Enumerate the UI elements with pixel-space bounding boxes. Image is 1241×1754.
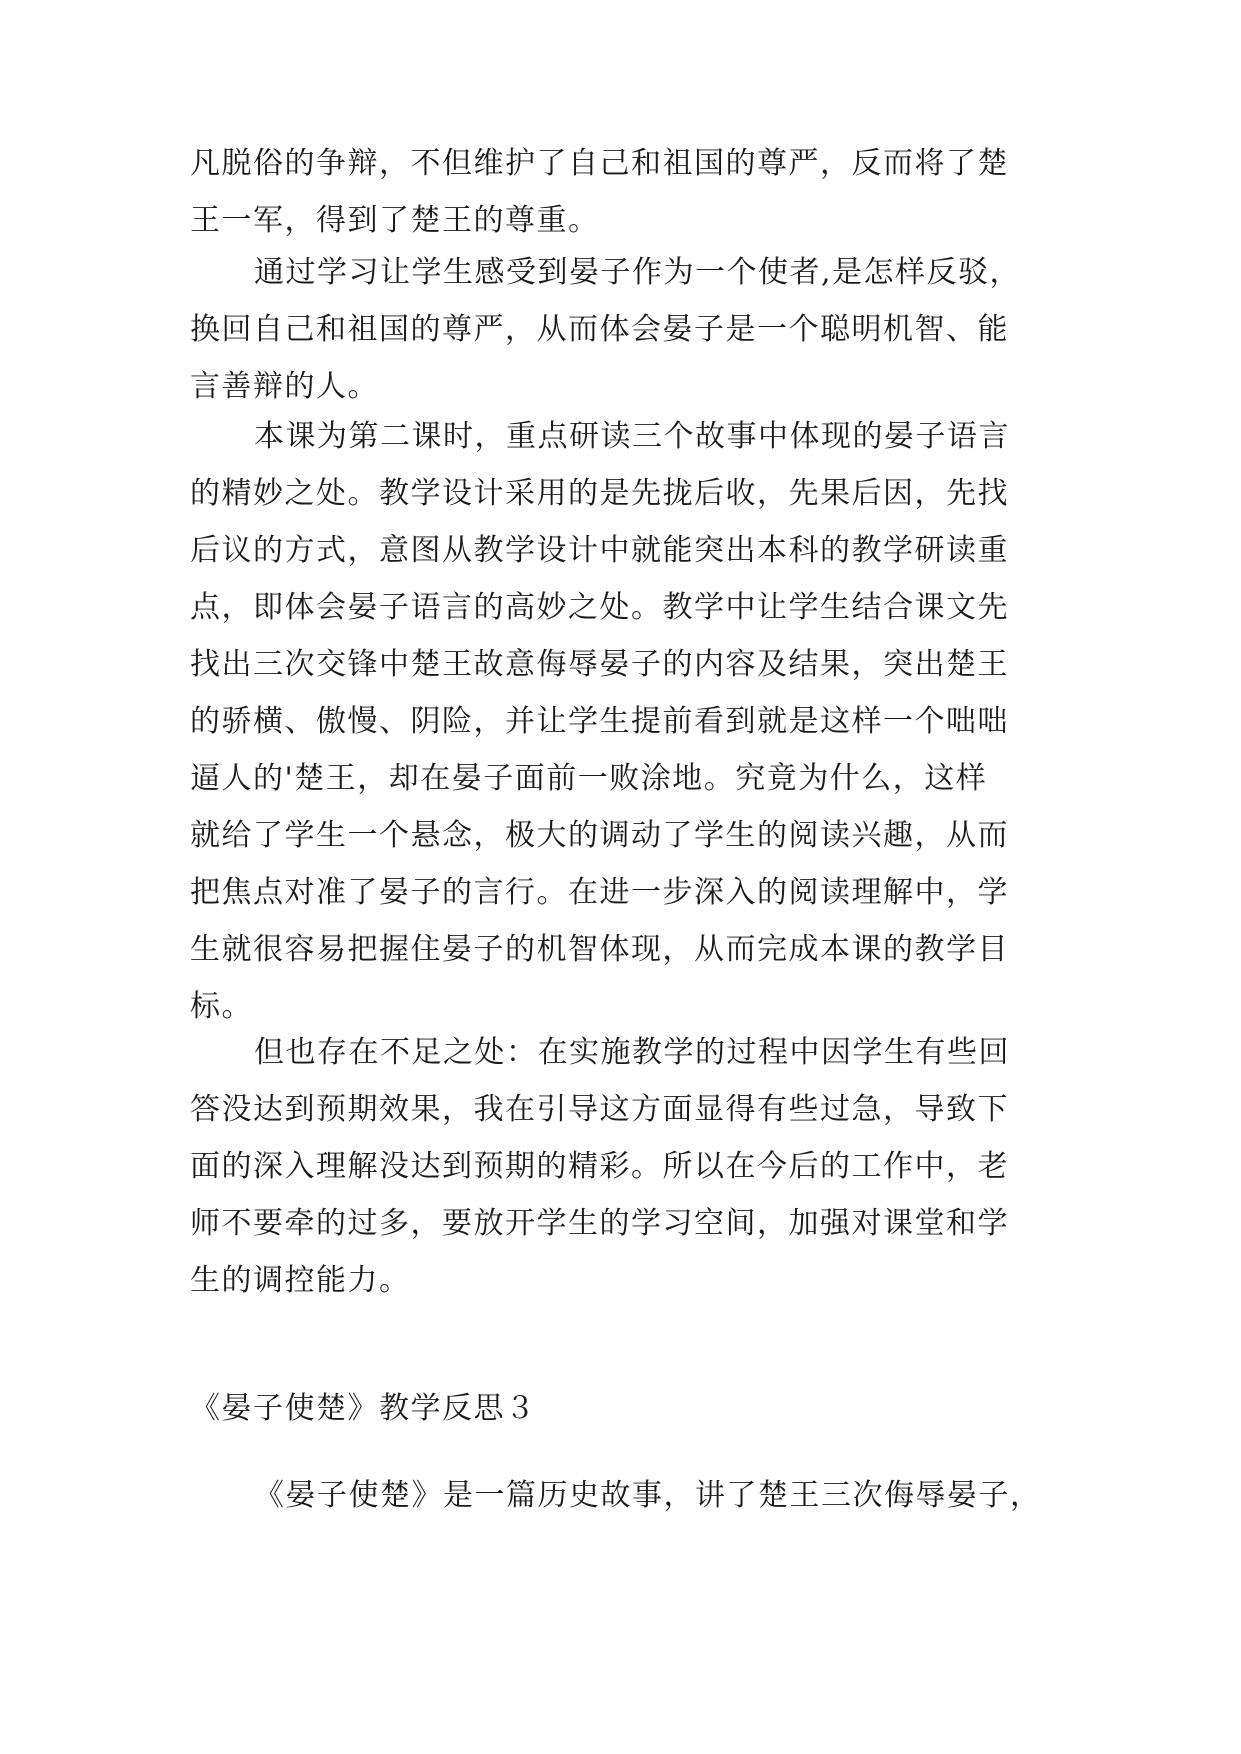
text-line: 生就很容易把握住晏子的机智体现，从而完成本课的教学目: [190, 932, 1009, 967]
text-line: 言善辩的人。: [190, 369, 379, 404]
text-line: 生的调控能力。: [190, 1263, 411, 1298]
paragraph-3: [190, 408, 1050, 1035]
text-line: 的精妙之处。教学设计采用的是先拢后收，先果后因，先找: [190, 476, 1009, 511]
section-heading-block: [190, 1380, 1050, 1437]
text-line: 后议的方式，意图从教学设计中就能突出本科的教学研读重: [190, 533, 1009, 568]
text-line: 本课为第二课时，重点研读三个故事中体现的晏子语言: [254, 419, 1010, 454]
section-heading: 《晏子使楚》教学反思３: [190, 1391, 537, 1426]
paragraph-5: [190, 1467, 1050, 1524]
paragraph-2: [190, 244, 1050, 415]
text-line: 《晏子使楚》是一篇历史故事，讲了楚王三次侮辱晏子，: [254, 1478, 1042, 1513]
text-line: 就给了学生一个悬念，极大的调动了学生的阅读兴趣，从而: [190, 818, 1009, 853]
text-line: 的骄横、傲慢、阴险，并让学生提前看到就是这样一个咄咄: [190, 704, 1009, 739]
text-line: 点，即体会晏子语言的高妙之处。教学中让学生结合课文先: [190, 590, 1009, 625]
text-line: 面的深入理解没达到预期的精彩。所以在今后的工作中，老: [190, 1149, 1009, 1184]
text-line: 找出三次交锋中楚王故意侮辱晏子的内容及结果，突出楚王: [190, 647, 1009, 682]
text-line: 通过学习让学生感受到晏子作为一个使者,是怎样反驳，: [254, 255, 1022, 290]
text-line: 把焦点对准了晏子的言行。在进一步深入的阅读理解中，学: [190, 875, 1009, 910]
text-line: 但也存在不足之处：在实施教学的过程中因学生有些回: [254, 1035, 1010, 1070]
text-line: 凡脱俗的争辩，不但维护了自己和祖国的尊严，反而将了楚: [190, 146, 1009, 181]
text-line: 王一军，得到了楚王的尊重。: [190, 203, 600, 238]
text-line: 标。: [190, 989, 253, 1024]
text-line: 师不要牵的过多，要放开学生的学习空间，加强对课堂和学: [190, 1206, 1009, 1241]
text-line: 换回自己和祖国的尊严，从而体会晏子是一个聪明机智、能: [190, 312, 1009, 347]
text-line: 逼人的'楚王，却在晏子面前一败涂地。究竟为什么，这样: [190, 761, 988, 796]
paragraph-4: [190, 1024, 1050, 1309]
paragraph-1: [190, 135, 1050, 249]
text-line: 答没达到预期效果，我在引导这方面显得有些过急，导致下: [190, 1092, 1009, 1127]
